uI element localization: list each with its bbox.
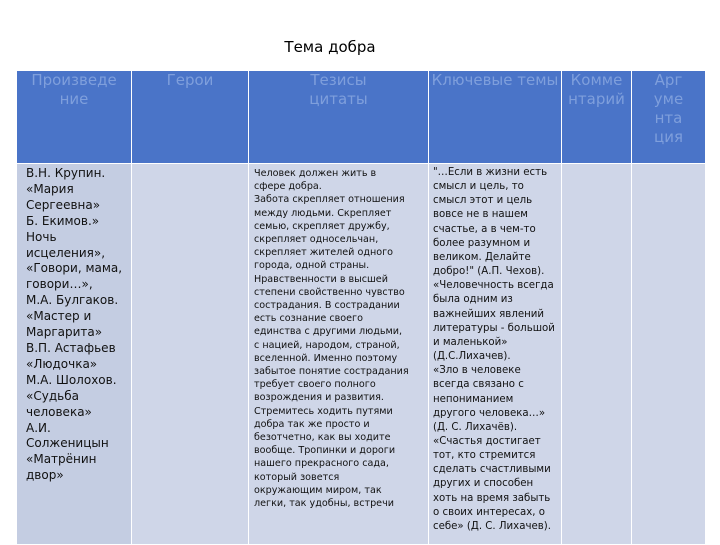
page-title: Тема добра — [284, 38, 376, 56]
comment-text — [562, 164, 631, 167]
header-heroes: Герои — [132, 71, 249, 164]
works-text: В.Н. Крупин. «Мария Сергеевна» Б. Екимов.» Ночь исцеления», «Говори, мама, говори…», М.А. Булгаков. «Мастер и Маргарита» В.П. Астафьев «Людочка» М.А. Шолохов. «Судьба человека» А.И. Солженицын «Матрёнин двор» — [26, 166, 123, 483]
header-argumentation: Арг уме нта ция — [632, 71, 706, 164]
cell-comment — [562, 164, 632, 545]
cell-key-themes — [429, 164, 562, 545]
header-works: Произведе ние — [17, 71, 132, 164]
argumentation-text — [632, 164, 705, 167]
header-key-themes: Ключевые темы — [429, 71, 562, 164]
table-row — [17, 164, 706, 545]
header-comment: Комме нтарий — [562, 71, 632, 164]
topic-table — [16, 70, 706, 545]
cell-works — [17, 164, 132, 545]
cell-heroes — [132, 164, 249, 545]
key-themes-text: "…Если в жизни есть смысл и цель, то смысл этот и цель вовсе не в нашем счастье, а в чем-то более разумном и великом. Делайте добро!" (А.П. Чехов). «Человечность всегда была одним из важнейших явлений литературы - большой и маленькой» (Д.С.Лихачев). «Зло в человеке всегда связано с непониманием другого человека…» (Д. С. Лихачёв). «Счастья достигает тот, кто стремится сделать счастливыми других и способен хоть на время забыть о своих интересах, о себе» (Д. С. Лихачев). — [433, 167, 555, 532]
header-theses: Тезисы цитаты — [249, 71, 429, 164]
cell-theses — [249, 164, 429, 545]
table-header-row — [17, 71, 706, 164]
cell-argumentation — [632, 164, 706, 545]
heroes-text — [132, 164, 248, 167]
theses-text: Человек должен жить в сфере добра. Забота скрепляет отношения между людьми. Скрепляет семью, скрепляет дружбу, скрепляет односельчан, скрепляет жителей одного города, одной страны. Нравственности в высшей степени свойственно чувство сострадания. В сострадании есть сознание своего единства с другими людьми, с нацией, народом, страной, вселенной. Именно поэтому забытое понятие сострадания требует своего полного возрождения и развития. Стремитесь ходить путями добра так же просто и безотчетно, как вы ходите вообще. Тропинки и дороги нашего прекрасного сада, который зовется окружающим миром, так легки, так удобны, встречи — [254, 168, 409, 510]
